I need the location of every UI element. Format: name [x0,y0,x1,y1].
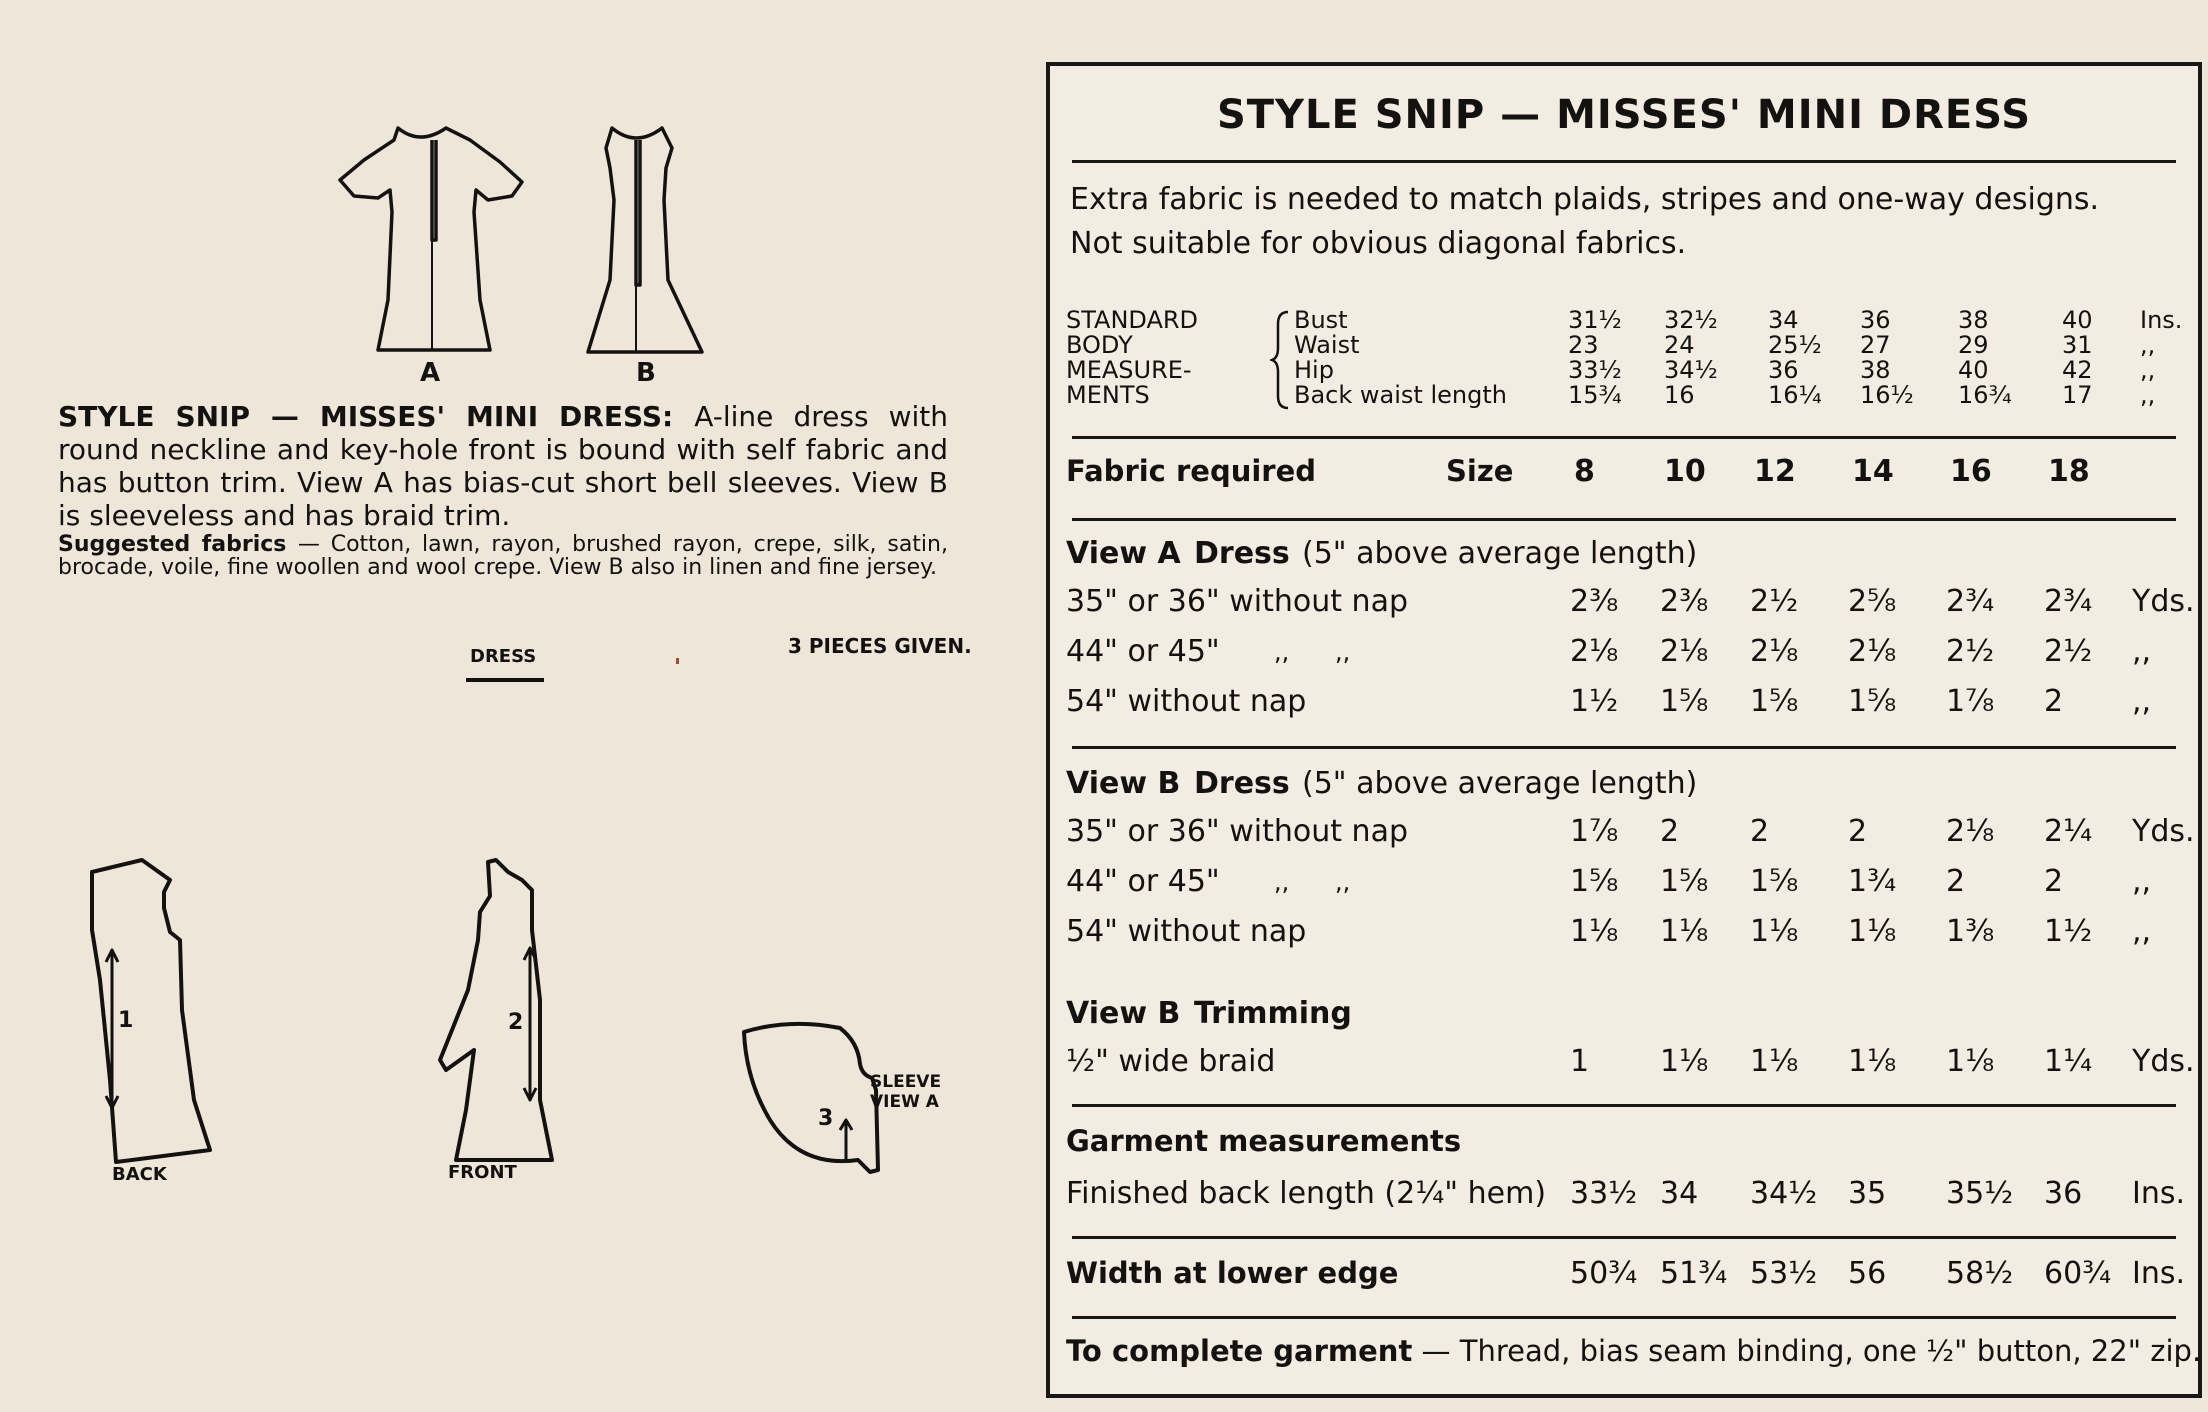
pieces-given: 3 PIECES GIVEN. [788,634,972,658]
measure-value: 34½ [1664,356,1718,384]
ink-mark [676,658,679,664]
view-a-item: Dress [1194,536,1290,571]
piece-back-label: BACK [112,1164,167,1185]
view-b-label: B [636,358,656,388]
measure-value: 36 [1768,356,1799,384]
view-b-heading: View B [1066,766,1181,801]
yardage-label: 44" or 45" [1066,864,1220,899]
yardage-value: 1⅛ [1570,914,1619,949]
yardage-value: 2⅛ [1660,634,1709,669]
yardage-value: 2 [1946,864,1966,899]
view-a-heading: View A [1066,536,1181,571]
view-b-item: Dress [1194,766,1290,801]
view-a-label: A [420,358,441,388]
divider [1072,436,2176,439]
row-value: 1¼ [2044,1044,2093,1079]
view-a-dress-sketch [340,128,522,350]
complete-line [1066,1334,2201,1368]
yardage-value: 1⅜ [1946,914,1995,949]
yardage-value: 2 [1848,814,1868,849]
yardage-label: 35" or 36" without nap [1066,584,1408,619]
measure-value: 16 [1664,381,1695,409]
piece-sleeve-label-2: VIEW A [870,1092,939,1112]
measure-value: 16¾ [1958,381,2012,409]
measure-value: 25½ [1768,331,1822,359]
yardage-value: 2 [1750,814,1770,849]
yardage-unit: ,, [2132,684,2152,719]
row-unit: Yds. [2132,1044,2195,1079]
measure-value: 40 [2062,306,2093,334]
description-title: STYLE SNIP — MISSES' MINI DRESS: [58,400,674,433]
divider [1072,1104,2176,1107]
row-value: 1⅛ [1660,1044,1709,1079]
suggested-title: Suggested fabrics [58,532,287,557]
yardage-value: 1⅝ [1660,864,1709,899]
row-label: Width at lower edge [1066,1256,1399,1290]
fabric-required-label: Fabric required [1066,454,1317,488]
measure-label: Back waist length [1294,381,1507,409]
measure-value: 36 [1860,306,1891,334]
measure-value: 31½ [1568,306,1622,334]
yardage-value: 2 [2044,864,2064,899]
yardage-panel [1046,62,2202,1398]
ditto-marks: ,, ,, [1274,868,1351,896]
measure-unit: ,, [2140,356,2156,384]
row-value: 34 [1660,1176,1699,1211]
measure-label: Waist [1294,331,1360,359]
complete-title: To complete garment [1066,1334,1413,1368]
yardage-value: 1⅛ [1848,914,1897,949]
yardage-value: 2½ [2044,634,2093,669]
trim-item: Trimming [1194,996,1352,1031]
yardage-unit: ,, [2132,634,2152,669]
dress-heading: DRESS [470,646,537,667]
row-value: 33½ [1570,1176,1638,1211]
row-value: 1⅛ [1750,1044,1799,1079]
measure-value: 27 [1860,331,1891,359]
measure-value: 40 [1958,356,1989,384]
row-unit: Ins. [2132,1176,2186,1211]
measure-value: 33½ [1568,356,1622,384]
yardage-value: 2⅜ [1660,584,1709,619]
complete-body: — Thread, bias seam binding, one ½" button, 22" zip. [1421,1334,2202,1368]
yardage-value: 2½ [1750,584,1799,619]
yardage-value: 1⅝ [1570,864,1619,899]
divider [1072,518,2176,521]
yardage-value: 2¾ [2044,584,2093,619]
yardage-unit: ,, [2132,864,2152,899]
measure-value: 23 [1568,331,1599,359]
size-value: 16 [1950,454,1992,489]
row-value: 34½ [1750,1176,1818,1211]
measure-value: 17 [2062,381,2093,409]
measure-value: 16½ [1860,381,1914,409]
row-label: Finished back length (2¼" hem) [1066,1176,1547,1211]
yardage-value: 2⅜ [1570,584,1619,619]
piece-front-number: 2 [508,1010,524,1035]
row-value: 53½ [1750,1256,1818,1291]
divider [1072,160,2176,163]
yardage-value: 1⅛ [1660,914,1709,949]
row-value: 50¾ [1570,1256,1638,1291]
yardage-value: 1⅝ [1660,684,1709,719]
yardage-value: 2 [1660,814,1680,849]
ditto-marks: ,, ,, [1274,638,1351,666]
suggested-body: — Cotton, lawn, rayon, brushed rayon, crepe, silk, satin, brocade, voile, fine woollen and wool crepe. View B also in linen and fine jersey. [58,532,948,580]
yardage-unit: Yds. [2132,814,2195,849]
row-unit: Ins. [2132,1256,2186,1291]
yardage-value: 1⅞ [1570,814,1619,849]
measure-value: 31 [2062,331,2093,359]
garment-heading: Garment measurements [1066,1124,1462,1158]
suggested-fabrics [58,533,948,579]
description-body: A-line dress with round neckline and key-hole front is bound with self fabric and has button trim. View A has bias-cut short bell sleeves. View B is sleeveless and has braid trim. [58,400,949,532]
row-value: 1⅛ [1848,1044,1897,1079]
yardage-value: 2½ [1946,634,1995,669]
yardage-value: 1⅛ [1750,914,1799,949]
sleeve-pattern-piece [744,1024,878,1172]
row-value: 60¾ [2044,1256,2112,1291]
row-label: ½" wide braid [1066,1044,1276,1079]
piece-sleeve-label-1: SLEEVE [870,1072,942,1092]
row-value: 51¾ [1660,1256,1728,1291]
yardage-value: 1¾ [1848,864,1897,899]
trim-heading: View B [1066,996,1181,1031]
yardage-value: 1⅝ [1750,864,1799,899]
yardage-value: 2 [2044,684,2064,719]
measure-value: 38 [1860,356,1891,384]
yardage-value: 2¾ [1946,584,1995,619]
measure-value: 32½ [1664,306,1718,334]
measure-unit: ,, [2140,381,2156,409]
yardage-label: 54" without nap [1066,684,1307,719]
yardage-value: 1½ [2044,914,2093,949]
yardage-value: 2¼ [2044,814,2093,849]
row-value: 35 [1848,1176,1887,1211]
view-b-dress-sketch [588,128,702,352]
row-value: 1 [1570,1044,1590,1079]
yardage-label: 44" or 45" [1066,634,1220,669]
garment-sketches [0,0,1040,1412]
measure-value: 16¼ [1768,381,1822,409]
measure-label: Hip [1294,356,1334,384]
front-pattern-piece [440,860,552,1160]
size-value: 14 [1852,454,1894,489]
measure-brace [1270,310,1292,410]
measure-heading-3: MEASURE- [1066,356,1192,384]
yardage-value: 2⅛ [1570,634,1619,669]
piece-front-label: FRONT [448,1162,517,1183]
measure-value: 24 [1664,331,1695,359]
yardage-unit: ,, [2132,914,2152,949]
size-value: 18 [2048,454,2090,489]
measure-value: 29 [1958,331,1989,359]
style-description [58,400,948,532]
size-value: 12 [1754,454,1796,489]
measure-unit: ,, [2140,331,2156,359]
yardage-label: 54" without nap [1066,914,1307,949]
divider [1072,746,2176,749]
measure-unit: Ins. [2140,306,2183,334]
yardage-value: 1⅝ [1750,684,1799,719]
row-value: 58½ [1946,1256,2014,1291]
measure-value: 34 [1768,306,1799,334]
yardage-unit: Yds. [2132,584,2195,619]
piece-back-number: 1 [118,1008,134,1033]
size-value: 10 [1664,454,1706,489]
row-value: 56 [1848,1256,1887,1291]
yardage-value: 1⅝ [1848,684,1897,719]
size-label: Size [1446,454,1514,488]
measure-value: 38 [1958,306,1989,334]
yardage-value: 2⅛ [1750,634,1799,669]
note-line-2: Not suitable for obvious diagonal fabrics. [1070,226,1687,261]
yardage-value: 2⅛ [1848,634,1897,669]
yardage-value: 2⅝ [1848,584,1897,619]
view-b-note: (5" above average length) [1302,766,1698,801]
divider [1072,1236,2176,1239]
back-pattern-piece [92,860,210,1162]
yardage-value: 2⅛ [1946,814,1995,849]
yardage-value: 1½ [1570,684,1619,719]
divider [1072,1316,2176,1319]
row-value: 35½ [1946,1176,2014,1211]
dress-heading-underline [466,678,544,682]
view-a-note: (5" above average length) [1302,536,1698,571]
yardage-label: 35" or 36" without nap [1066,814,1408,849]
measure-value: 42 [2062,356,2093,384]
panel-title: STYLE SNIP — MISSES' MINI DRESS [1216,92,2032,138]
note-line-1: Extra fabric is needed to match plaids, stripes and one-way designs. [1070,182,2100,217]
measure-heading-2: BODY [1066,331,1133,359]
measure-heading-1: STANDARD [1066,306,1199,334]
yardage-value: 1⅞ [1946,684,1995,719]
piece-sleeve-number: 3 [818,1106,834,1131]
row-value: 1⅛ [1946,1044,1995,1079]
size-value: 8 [1574,454,1595,489]
measure-label: Bust [1294,306,1348,334]
row-value: 36 [2044,1176,2083,1211]
measure-heading-4: MENTS [1066,381,1150,409]
measure-value: 15¾ [1568,381,1622,409]
